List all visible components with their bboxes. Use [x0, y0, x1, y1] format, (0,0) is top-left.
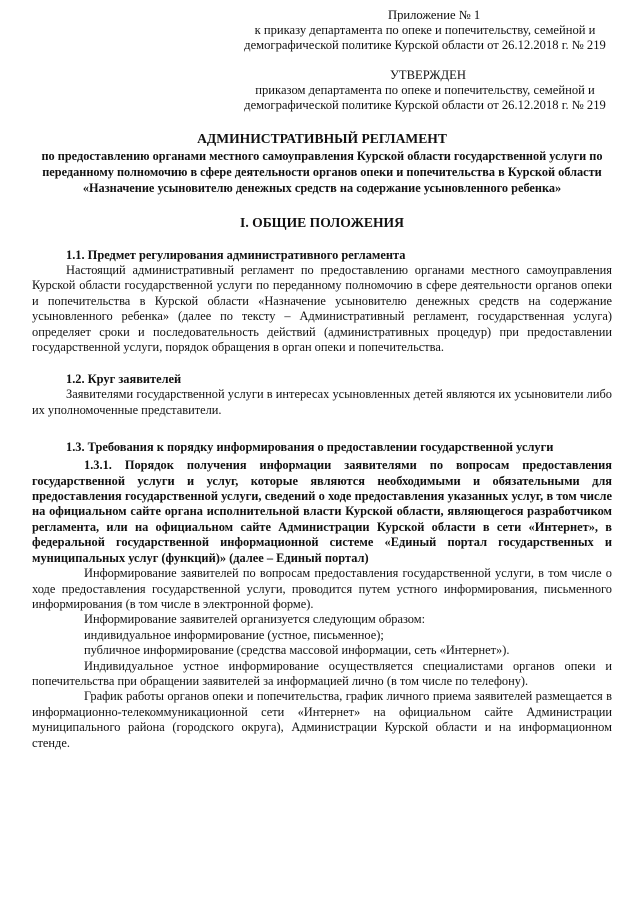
appendix-block — [238, 8, 612, 53]
paragraph-1-3-c: индивидуальное информирование (устное, письменное); — [84, 627, 384, 642]
paragraph-1-1: Настоящий административный регламент по предоставлению органами местного самоуправления Курской области государственной услуги по переданному полномочию в сфере деятельности органов опеки и попечительства в Курской области «Назначение усыновителю денежных средств на содержание усыновленного ребенка» (далее по тексту – Административный регламент, государственная услуга) определяет сроки и последовательность действий (административных процедур) при предоставлении государственной услуги, порядок обращения в орган опеки и попечительства. — [32, 263, 612, 355]
appendix-line-1: к приказу департамента по опеке и попечительству, семейной и — [254, 23, 596, 37]
approval-line-2: демографической политике Курской области от 26.12.2018 г. № 219 — [244, 98, 606, 112]
paragraph-1-3-d: публичное информирование (средства массовой информации, сеть «Интернет»). — [84, 643, 510, 658]
subsection-heading-1-1: 1.1. Предмет регулирования административного регламента — [66, 248, 406, 262]
subsection-heading-1-3: 1.3. Требования к порядку информирования о предоставлении государственной услуги — [66, 440, 554, 455]
appendix-number: Приложение № 1 — [388, 8, 481, 22]
paragraph-1-2: Заявителями государственной услуги в интересах усыновленных детей являются их усыновители либо их уполномоченные представители. — [32, 387, 612, 417]
approval-heading: УТВЕРЖДЕН — [390, 68, 466, 82]
paragraph-1-3-b: Информирование заявителей организуется следующим образом: — [84, 612, 426, 627]
document-title: АДМИНИСТРАТИВНЫЙ РЕГЛАМЕНТ — [197, 131, 447, 146]
paragraph-1-3-f: График работы органов опеки и попечительства, график личного приема заявителей размещается в информационно-телекоммуникационной сети «Интернет» на официальном сайте Администрации муниципального района (городского округа), Администрации Курской области и на информационном стенде. — [32, 689, 612, 750]
section-heading: I. ОБЩИЕ ПОЛОЖЕНИЯ — [240, 215, 404, 230]
subsection-heading-1-3-1: 1.3.1. Порядок получения информации заявителями по вопросам предоставления государственной услуги и услуг, которые являются необходимыми и обязательными для предоставления государственной услуги, сведений о ходе предоставления указанных услуг, в том числе на официальном сайте органа исполнительной власти Курской области, являющегося разработчиком регламента, или на официальном сайте Администрации Курской области в сети «Интернет», в федеральной государственной информационной системе «Единый портал государственных и муниципальных услуг (функций)» (далее – Единый портал) — [32, 458, 612, 565]
appendix-line-2: демографической политике Курской области от 26.12.2018 г. № 219 — [244, 38, 606, 52]
subsection-heading-1-2: 1.2. Круг заявителей — [66, 372, 182, 387]
paragraph-1-3-a: Информирование заявителей по вопросам предоставления государственной услуги, в том числе о ходе предоставления государственной услуги, проводится путем устного информирования, письменного информирования (в том числе в электронной форме). — [32, 566, 612, 611]
approval-line-1: приказом департамента по опеке и попечительству, семейной и — [255, 83, 595, 97]
document-subtitle: по предоставлению органами местного самоуправления Курской области государственной услуги по переданному полномочию в сфере деятельности органов опеки и попечительства в Курской области «Назначение усыновителю денежных средств на содержание усыновленного ребенка» — [41, 149, 603, 195]
approval-block — [238, 68, 612, 113]
paragraph-1-3-e: Индивидуальное устное информирование осуществляется специалистами органов опеки и попечительства при обращении заявителей за информацией лично (в том числе по телефону). — [32, 658, 612, 688]
